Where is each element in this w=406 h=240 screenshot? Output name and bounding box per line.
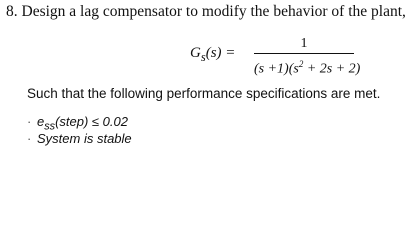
bullet-icon: · <box>27 131 32 146</box>
spec-condition: (step) ≤ 0.02 <box>55 114 128 129</box>
numerator: 1 <box>300 36 308 51</box>
specification-list <box>27 113 132 147</box>
lhs-subscript: s <box>200 50 206 64</box>
denominator-exponent: 2 <box>298 59 304 69</box>
spec-variable: e <box>37 114 45 129</box>
plant-transfer-function <box>190 36 361 77</box>
denominator-part1: (s +1)(s <box>254 61 299 77</box>
fraction <box>254 36 361 78</box>
spec-text: System is stable <box>37 131 132 146</box>
fraction-line <box>254 53 354 54</box>
equation-lhs <box>190 45 235 65</box>
specification-statement: Such that the following performance specifications are met. <box>27 86 381 101</box>
spec-stability <box>27 130 132 147</box>
denominator-part2: + 2s + 2) <box>303 61 361 77</box>
spec-subscript: ss <box>44 120 56 133</box>
bullet-icon: · <box>27 114 32 129</box>
lhs-symbol: G <box>190 45 201 61</box>
denominator <box>254 56 361 78</box>
question-text: 8. Design a lag compensator to modify the behavior of the plant, <box>6 3 406 20</box>
lhs-argument: (s) = <box>205 45 236 61</box>
spec-steady-state-error <box>27 113 132 133</box>
